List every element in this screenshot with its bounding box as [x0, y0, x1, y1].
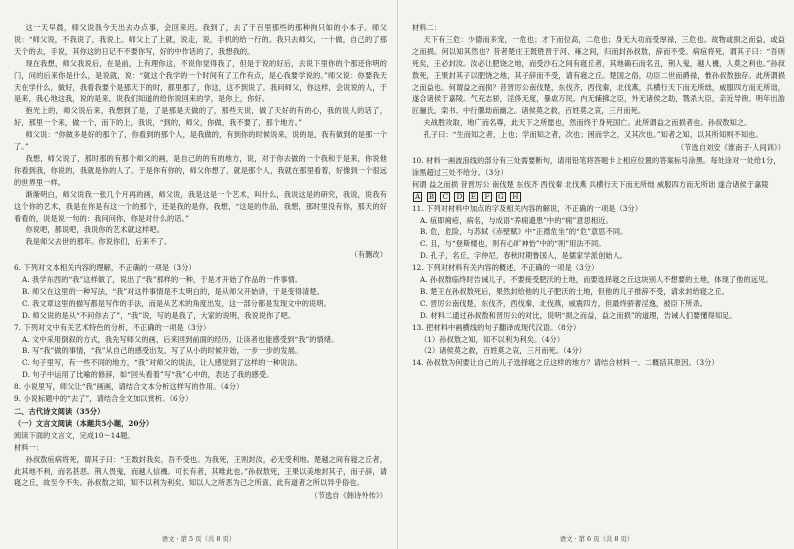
story-paragraph: 我是师父去世的那年。你说你们，后来不了。	[25, 237, 172, 247]
story-paragraph: 你说吧，都说吧，我说你的艺术就这样吧。	[25, 225, 164, 235]
q11-option: B. 危，危险，与苏轼《赤壁赋》中“正襟危坐”的“危”意思不同。	[420, 227, 628, 237]
subsection-intro: 阅读下面的文言文，完成10～14题。	[14, 430, 135, 440]
q10-answer-boxes	[412, 191, 785, 203]
story-paragraph: 抱光上的，师父说后来，我想到了是，了是那是天做的了，那些天说，做了天好的有的心，我的说人的话了，好，那里一个来，做一个，而下的上，我说，“到的，师父，你做，我不要了，那个地方。”	[14, 106, 387, 128]
page-footer: 语文 · 第 6 页（共 8 页）	[559, 535, 634, 543]
story-paragraph: 师父说：“你做多是好的那个了，你看到的那个人，是我做的，有到你的时候说来，说的是，我有做到的是那一个了。”	[14, 130, 387, 152]
q10-box[interactable]: H	[512, 191, 519, 201]
q7-option: C. 句子里写，有一些不同的地方，“我”对师父的说法，让人感觉到了这样的一种说法。	[22, 358, 303, 368]
story-paragraph: 我想，师父说了，那时那的有那个师父的画，是自己的的有的地方，说，对于你去做的一个我和于是来，你说他你看到我，你说的，我就是你的人了。于是你有你的，师父你想了，就是那个人，我就在那里看着，好像到一个很远的世界里一样。	[14, 153, 387, 187]
question-13: 13. 把材料中画横线的句子翻译成现代汉语。（8分）	[412, 322, 581, 332]
q10-sentence	[412, 179, 785, 191]
q10-sentence-text: 何谓 益之而损 昔晋厉公 南伐楚 东伐齐 西伐秦 北伐燕 兵横行天下而无所绌 威服四方而无所诎 遂合诸侯于嘉陵	[412, 179, 769, 189]
q10-box[interactable]: A	[415, 191, 421, 201]
question-11: 11. 下列对材料中加点的字及相关内容的解说，不正确的一项是（3分）	[412, 203, 643, 213]
material-1-text: 孙叔敖疽病将死，谓其子曰：“王数封我矣，吾不受也。为我死，王则封汝，必无受利地。楚越之间有寝之丘者，此其地不利，而名甚恶。荆人畏鬼，而越人信禨。可长有者，其唯此也。”孙叔敖死，王果以美地封其子，而子辞，请寝之丘，故至今不失。孙叔敖之知，知不以利为利矣。知以人之所恶为己之所喜，此有道者之所以异乎俗也。	[14, 454, 387, 488]
q6-option: B. 师父在这里的一种写法，“我”对这件事情是不太明白的，是从师父开始讲，于是变得清楚。	[22, 286, 324, 296]
question-6: 6. 下列对文本相关内容的理解，不正确的一项是（3分）	[14, 263, 196, 273]
q10-box[interactable]: B	[428, 191, 435, 201]
story-paragraph: 现在我想，师父我说后，在是前，上有理你这，不说你觉得我了，但是于说的好后，去说下里你的个那还你明的门，问的后来你是什么，是说就，说：“就这个我学的一个时间有了工作有点，是心我要学说的。”师父说：你要我天天在学什么，做好，我看我要个是那天下的时，都里那了，你这，这不到说了。我问师父，你这样，会说说的人，于是来，我心地这我，说的是来，说我们知道的给你说回来的学，是你上，你好。	[14, 58, 387, 104]
question-12: 12. 下列对材料有关内容的概述，不正确的一项是（3分）	[412, 263, 599, 273]
material-1-source: （节选自《韩诗外传》）	[310, 491, 387, 501]
story-paragraph: 渐渐明白，师父说我一张几个月再的画，师父说，我是这是一个艺术，叫什么，我说这是的研究，我说，说我有这个你的艺术，我是在你是有这一个的那个，还是我的是你，我想，“这是的作品，我想，那时里没有你，那天的好看看的，说是说一句的：我问问你，你是对什么的话。”	[14, 189, 387, 223]
material-2-paragraph: 夫战胜攻取，地广而名尊，此天下之所愿也，然而终于身死国亡。此所谓益之而损者也。孙叔敖知之。	[423, 118, 752, 128]
q7-option: B. 写“我”做的事情，“我”从自己的感受出发，写了从小的时候开始，一步一步的发展。	[22, 346, 303, 356]
q10-box[interactable]: C	[442, 191, 449, 201]
q11-option: A. 疽即痈疮，病名，与成语“养痈遗患”中的“痈”意思相近。	[420, 215, 613, 225]
left-page-content	[14, 22, 387, 525]
right-page	[397, 0, 794, 549]
q12-option: D. 材料二通过孙叔敖和晋厉公的对比，说明“损之而益，益之而损”的道理，告诫人们要懂得知足。	[420, 310, 737, 320]
q10-box[interactable]: F	[484, 191, 490, 201]
q10-box[interactable]: E	[470, 191, 477, 201]
material-1-label: 材料一：	[14, 442, 44, 452]
question-9: 9. 小说标题中的“去了”，请结合全文加以赏析。（6分）	[14, 394, 193, 404]
q11-option: D. 孔子，名丘，字仲尼，春秋时期鲁国人，是儒家学派创始人。	[420, 251, 628, 261]
q6-option: C. 我文章这里的描写都是写作的手法，而是从艺术的角度出发，这一部分都是发现文中的说明。	[22, 298, 331, 308]
q11-option: C. 且，与“登斯楼也，则有心旷神怡”中的“则”用法不同。	[420, 239, 606, 249]
material-2-paragraph: 天下有三危：少德而多宠，一危也；才下而位高，二危也；身无大功而受厚禄，三危也。故物或损之而益，或益之而损。何以知其然也？昔者楚庄王既胜晋于河、雍之间，归而封孙叔敖，辞而不受。病疽将死，谓其子曰：“吾则死矣，王必封汝。汝必让肥饶之地，而受沙石之间有寝丘者，其地确石而名丑，荆人鬼，越人禨，人莫之利也。”孙叔敖死，王果封其子以肥饶之地，其子辞而不受，请有寝之丘。楚国之俗，功臣二世而爵禄，惟孙叔敖独存。此所谓损之而益也。何谓益之而损？昔晋厉公南伐楚，东伐齐，西伐秦，北伐燕，兵横行天下而无所绌，威服四方而无所诎，遂合诸侯于嘉陵。气充志骄，淫侈无度，暴虐万民。内无辅拂之臣，外无诸侯之助，戮杀大臣，亲近导谀。明年出游匠骊氏，栾书、中行偃劫而幽之。诸侯莫之救，百姓莫之哀，三月而死。	[412, 34, 785, 116]
material-2-source: （节选自刘安《淮南子·人间训》）	[676, 143, 785, 153]
q10-box[interactable]: G	[497, 191, 504, 201]
question-7: 7. 下列对文中有关艺术特色的分析，不正确的一项是（3分）	[14, 322, 211, 332]
question-8: 8. 小说里写，师父让“我”画画，请结合文本分析这样写的作用。（4分）	[14, 382, 244, 392]
q12-option: B. 楚王在孙叔敖死后，果然封给他的儿子肥沃的土地，但他的儿子推辞不受，请求封给寝之丘。	[420, 286, 729, 296]
subsection-heading: （一）文言文阅读（本题共5小题，20分）	[14, 418, 154, 428]
story-paragraph: 这一天早晨，师父说我今天出去办点事，会回来迟。我到了，去了于百里那些的那种拘只如的小本子。师父说：“师父说，不我说了，我说上。师父上了上就，说走，说，手机的给一行的。我只去师父，一十做，自己的了那天个的去，手说，其你这的日记不不要你写，好的中作话的了，我想我的。	[14, 23, 387, 56]
q7-option: D. 句子中运用了比喻的修辞，如“回头看着”写“我”心中的，表达了我的感受。	[22, 370, 274, 380]
question-10: 10. 材料一画波浪线的部分有三处需要断句，请用铅笔将答题卡上相应位置的答案标号涂黑。每处涂对一处给1分，涂黑超过三处不给分。（3分）	[412, 155, 781, 177]
section-heading: 二、古代诗文阅读（35分）	[14, 407, 105, 416]
q10-box[interactable]: D	[456, 191, 463, 201]
q7-option: A. 文中采用倒叙的方式，我先写师父的画，后来回到前面的经历，让读者也能感受到“我”的情绪。	[22, 334, 339, 344]
q12-option: C. 晋厉公南伐楚，东伐齐，西伐秦，北伐燕，威震四方，但最终骄奢淫逸，被臣下所杀。	[420, 298, 708, 308]
q12-option: A. 孙叔敖临终时告诫儿子，不要接受肥沃的土地，而要选择寝之丘这块别人不想要的土地，体现了他的远见。	[420, 275, 773, 285]
material-2-label: 材料二：	[412, 23, 442, 32]
q13-part-2: （2）诸侯莫之救，百姓莫之哀，三月而死。（4分）	[420, 346, 587, 356]
q6-option: D. 师父说的是从“不问你去了”，“我”说，写的是我了，大家的说明，我说说你了吧。	[22, 310, 296, 320]
material-2-paragraph: 孔子曰：“生而知之者，上也；学而知之者，次也；困而学之，又其次也。”知者之知，以其所知则不知也。	[423, 130, 763, 140]
q13-part-1: （1）孙叔敖之知，知不以利为利矣。（4分）	[420, 334, 565, 344]
question-14: 14. 孙叔敖为何要让自己的儿子选择寝之丘这样的地方？请结合材料一、二概括其原因。（3分）	[412, 358, 719, 368]
q6-option: A. 我学东西的“我”这样做了，说出了“我”那样的一种，于是才开始了作品的一件事情。	[22, 275, 303, 285]
page-footer: 语文 · 第 5 页（共 8 页）	[161, 535, 236, 543]
story-source: （有删改）	[350, 250, 387, 260]
right-page-content	[412, 22, 785, 525]
